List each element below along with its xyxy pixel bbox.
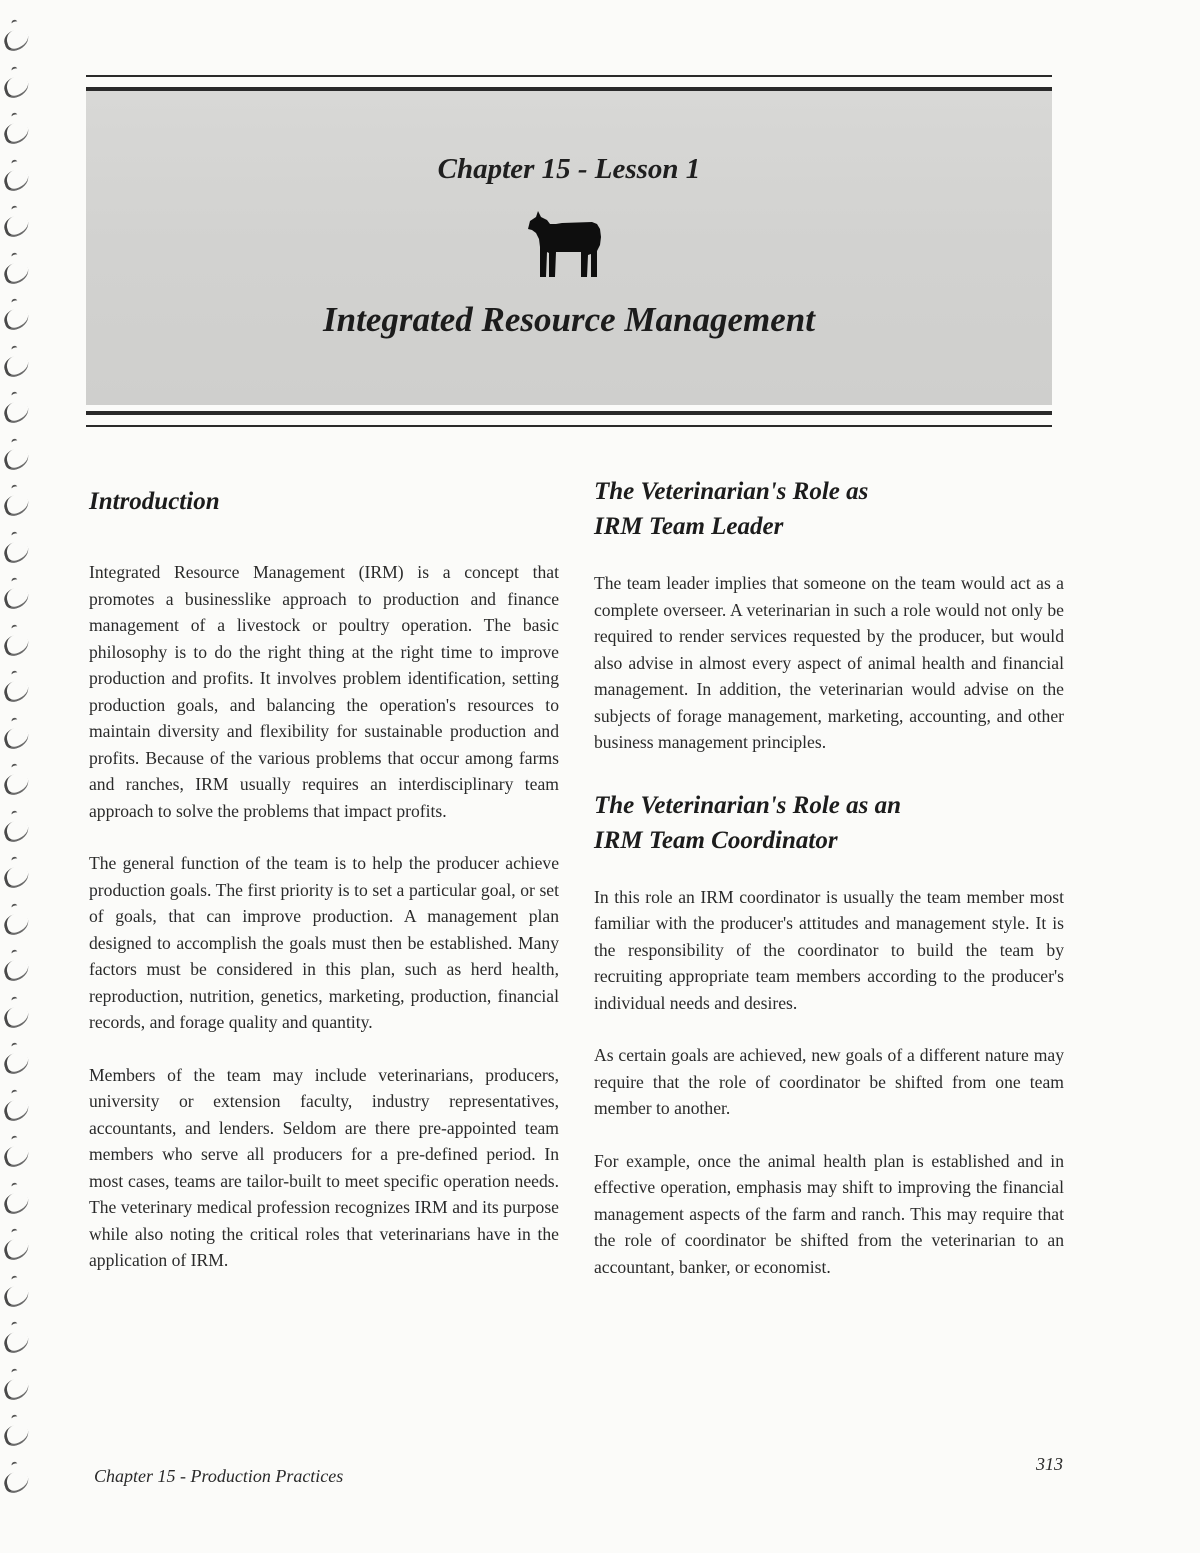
binding-ring [2, 1236, 32, 1263]
binding-ring [2, 1096, 32, 1123]
team-leader-paragraph: The team leader implies that someone on the team would act as a complete overseer. A veterinarian in such a role would not only be required to render services requested by the producer, but would also advise in almost every aspect of animal health and financial management. In addition, the veterinarian would advise on the subjects of forage management, marketing, accounting, and other business management principles. [594, 573, 1064, 752]
binding-ring [2, 73, 32, 100]
binding-ring [2, 445, 32, 472]
coordinator-paragraph-3: For example, once the animal health plan is established and in effective operation, emphasis may shift to improving the financial management aspects of the farm and ranch. This may require that the role of coordinator be shifted from the veterinarian to an accountant, banker, or economist. [594, 1150, 1064, 1277]
intro-paragraph-3: Members of the team may include veterinarians, producers, university or extension faculty, industry representatives, accountants, and lenders. Seldom are there pre-appointed team members who serve all producers for a pre-defined period. In most cases, teams are tailor-built to meet specific operation needs. The veterinary medical profession recognizes IRM and its purpose while also noting the critical roles that veterinarians have in the application of IRM. [89, 1064, 559, 1270]
binding-ring [2, 1282, 32, 1309]
team-leader-heading-line-2: IRM Team Leader [594, 513, 784, 540]
coordinator-paragraph-1: In this role an IRM coordinator is usually the team member most familiar with the producer's attitudes and management style. It is the responsibility of the coordinator to build the team by recruiting appropriate team members according to the producer's individual needs and desires. [594, 886, 1064, 1013]
team-coordinator-heading-line-2: IRM Team Coordinator [594, 826, 838, 854]
spiral-binding [0, 30, 36, 1530]
left-column [89, 484, 559, 1274]
page-number: 313 [1036, 1454, 1063, 1474]
team-leader-heading [594, 474, 1064, 544]
binding-ring [2, 1468, 32, 1495]
team-coordinator-heading-line-1: The Veterinarian's Role as an [594, 791, 901, 819]
binding-ring [2, 306, 32, 333]
binding-ring [2, 492, 32, 519]
binding-ring [2, 1189, 32, 1216]
binding-ring [2, 771, 32, 798]
binding-ring [2, 817, 32, 844]
lesson-title: Integrated Resource Management [323, 300, 815, 339]
binding-ring [2, 585, 32, 612]
binding-ring [2, 352, 32, 379]
team-leader-heading-line-1: The Veterinarian's Role as [594, 478, 869, 505]
introduction-heading: Introduction [89, 488, 220, 515]
binding-ring [2, 1375, 32, 1402]
binding-ring [2, 1422, 32, 1449]
intro-paragraph-2: The general function of the team is to help the producer achieve production goals. The first priority is to set a particular goal, or set of goals, that can improve production. A management plan designed to accomplish the goals must then be established. Many factors must be considered in this plan, such as herd health, reproduction, nutrition, genetics, marketing, production, financial records, and forage quality and quantity. [89, 853, 559, 1032]
binding-ring [2, 1143, 32, 1170]
intro-paragraph-1: Integrated Resource Management (IRM) is a concept that promotes a businesslike approach to production and finance management of a livestock or poultry operation. The basic philosophy is to do the right thing at the right time to improve production and profits. It involves problem identification, setting production goals, and balancing the operation's resources to maintain diversity and flexibility for sustainable production and profits. Because of the various problems that occur among farms and ranches, IRM usually requires an interdisciplinary team approach to solve the problems that impact profits. [89, 562, 559, 821]
coordinator-paragraph-2: As certain goals are achieved, new goals of a different nature may require that the role of coordinator be shifted from one team member to another. [594, 1045, 1064, 1118]
banner-bottom-rule [86, 411, 1052, 427]
chapter-banner [86, 75, 1052, 433]
binding-ring [2, 213, 32, 240]
binding-ring [2, 27, 32, 54]
binding-ring [2, 864, 32, 891]
binding-ring [2, 259, 32, 286]
binding-ring [2, 678, 32, 705]
binding-ring [2, 1050, 32, 1077]
calf-icon [526, 211, 606, 283]
binding-ring [2, 538, 32, 565]
binding-ring [2, 957, 32, 984]
right-column [594, 474, 1064, 1280]
footer-chapter-label: Chapter 15 - Production Practices [94, 1466, 344, 1486]
team-coordinator-heading [594, 788, 1064, 858]
binding-ring [2, 910, 32, 937]
binding-ring [2, 120, 32, 147]
binding-ring [2, 166, 32, 193]
binding-ring [2, 631, 32, 658]
binding-ring [2, 1329, 32, 1356]
binding-ring [2, 399, 32, 426]
binding-ring [2, 724, 32, 751]
banner-top-rule [86, 75, 1052, 91]
chapter-title: Chapter 15 - Lesson 1 [437, 153, 701, 185]
binding-ring [2, 1003, 32, 1030]
